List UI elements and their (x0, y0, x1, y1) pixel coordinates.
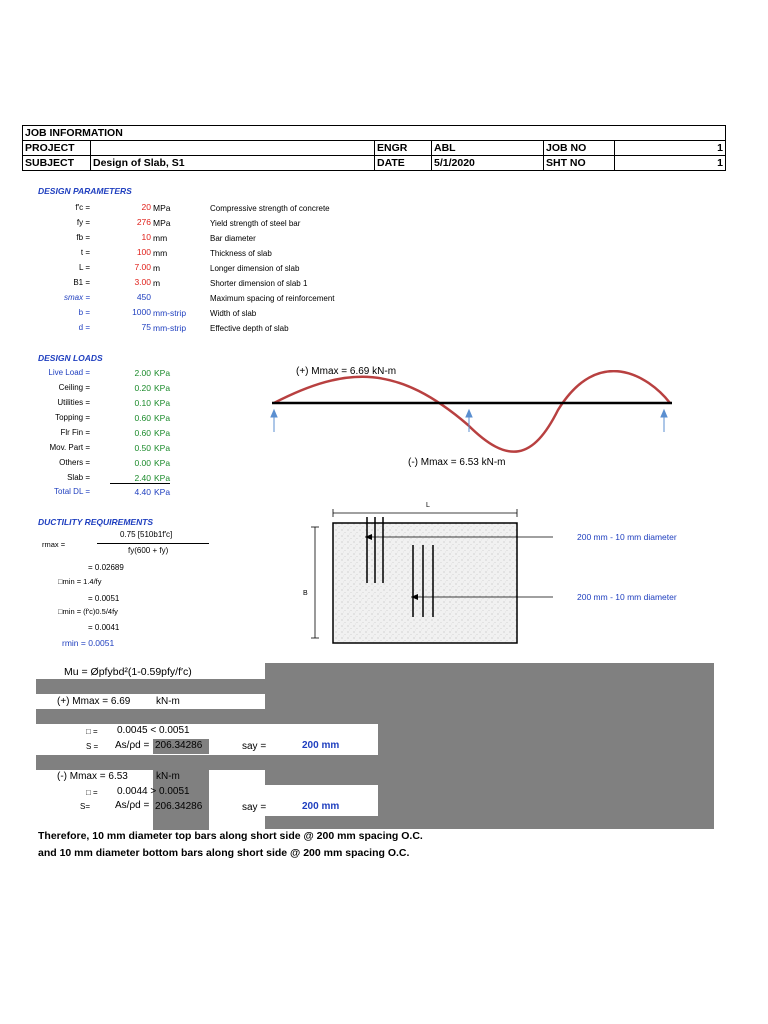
param-label: d = (78, 323, 90, 332)
load-value: 0.60 (134, 413, 151, 423)
neg-spacing-result: 200 mm (302, 801, 340, 812)
param-label: B1 = (73, 278, 90, 287)
slab-plan-diagram (305, 505, 555, 645)
dim-b-label: B (303, 590, 308, 597)
param-value: 75 (141, 322, 151, 332)
param-value: 20 (141, 202, 151, 212)
job-no-value: 1 (615, 141, 726, 156)
moment-formula: Mu = Øpfybd²(1-0.59pfy/f′c) (64, 666, 192, 678)
neg-mmax-value: (-) Mmax = 6.53 (57, 771, 128, 782)
neg-say-label: say = (242, 802, 267, 813)
load-value: 2.00 (134, 368, 151, 378)
calc-grey-strip (36, 709, 265, 724)
param-label: t = (80, 248, 90, 257)
rmax-value: = 0.02689 (88, 563, 124, 572)
param-label: fb = (76, 233, 90, 242)
date-value: 5/1/2020 (432, 156, 544, 171)
load-label: Flr Fin = (60, 428, 90, 437)
param-value: 100 (136, 247, 151, 257)
load-label: Others = (59, 458, 90, 467)
subject-label: SUBJECT (23, 156, 91, 171)
load-label: Topping = (55, 413, 90, 422)
calc-grey-strip (36, 755, 265, 770)
param-label: f′c = (75, 203, 90, 212)
load-label: Slab = (67, 473, 90, 482)
param-unit: m (153, 278, 161, 288)
rmin1-value: = 0.0051 (88, 594, 120, 603)
load-value: 0.60 (134, 428, 151, 438)
dim-l-label: L (426, 502, 430, 509)
param-desc: Longer dimension of slab (210, 264, 300, 273)
load-unit: KPa (154, 368, 171, 378)
param-unit: mm (153, 233, 168, 243)
param-unit: MPa (153, 203, 171, 213)
sht-no-value: 1 (615, 156, 726, 171)
ductility-title: DUCTILITY REQUIREMENTS (38, 517, 154, 527)
pos-as-label: As/ρd = (115, 740, 150, 751)
project-value (91, 141, 375, 156)
engr-label: ENGR (375, 141, 432, 156)
load-label: Utilities = (57, 398, 90, 407)
calc-grey-strip (36, 679, 265, 694)
pos-say-label: say = (242, 741, 267, 752)
neg-rho-check: 0.0044 > 0.0051 (117, 786, 190, 797)
rmin-final: rmin = 0.0051 (62, 638, 115, 648)
neg-as-label: As/ρd = (115, 800, 150, 811)
neg-rho-label: □ = (86, 788, 98, 797)
top-bar-note: 200 mm - 10 mm diameter (577, 532, 677, 542)
param-label: L = (78, 263, 90, 272)
load-value: 2.40 (134, 473, 151, 483)
param-desc: Shorter dimension of slab 1 (210, 279, 308, 288)
job-information-title: JOB INFORMATION (23, 126, 726, 141)
neg-s-label: S= (80, 802, 91, 811)
fraction-bar (97, 543, 209, 544)
param-label: fy = (76, 218, 90, 227)
project-label: PROJECT (23, 141, 91, 156)
param-value: 7.00 (134, 262, 151, 272)
load-label: Ceiling = (58, 383, 90, 392)
subject-value: Design of Slab, S1 (91, 156, 375, 171)
rmax-label: rmax = (42, 540, 66, 549)
sht-no-label: SHT NO (544, 156, 615, 171)
param-label: b = (78, 308, 90, 317)
load-unit: KPa (154, 413, 171, 423)
bottom-bar-note: 200 mm - 10 mm diameter (577, 592, 677, 602)
rmin1-label: □min = 1.4/fy (58, 577, 102, 586)
conclusion-line-2: and 10 mm diameter bottom bars along short side @ 200 mm spacing O.C. (38, 847, 410, 859)
pos-spacing-result: 200 mm (302, 740, 340, 751)
param-value: 3.00 (134, 277, 151, 287)
job-no-label: JOB NO (544, 141, 615, 156)
load-unit: KPa (154, 473, 171, 483)
param-value: 1000 (132, 307, 151, 317)
sum-divider (110, 483, 170, 484)
load-unit: KPa (154, 487, 171, 497)
load-unit: KPa (154, 428, 171, 438)
rmin2-label: □min = (f′c)0.5/4fy (58, 607, 118, 616)
load-value: 4.40 (134, 487, 151, 497)
param-desc: Yield strength of steel bar (210, 219, 301, 228)
pos-s-label: S = (86, 742, 99, 751)
param-unit: MPa (153, 218, 171, 228)
moment-diagram (268, 370, 680, 460)
load-value: 0.00 (134, 458, 151, 468)
design-loads-title: DESIGN LOADS (38, 353, 103, 363)
load-label: Live Load = (48, 368, 90, 377)
param-value: 450 (136, 292, 151, 302)
param-unit: m (153, 263, 161, 273)
param-desc: Bar diameter (210, 234, 256, 243)
load-label: Total DL = (54, 487, 90, 496)
moment-curve (274, 371, 670, 452)
load-value: 0.10 (134, 398, 151, 408)
load-value: 0.50 (134, 443, 151, 453)
neg-as-value: 206.34286 (155, 801, 203, 812)
load-label: Mov. Part = (49, 443, 90, 452)
load-unit: KPa (154, 398, 171, 408)
slab-outline (333, 523, 517, 643)
white-cell (210, 694, 265, 709)
pos-mmax-value: (+) Mmax = 6.69 (57, 696, 131, 707)
param-value: 10 (141, 232, 151, 242)
param-unit: mm-strip (153, 308, 187, 318)
rmax-numerator: 0.75 [510b1f′c] (120, 530, 173, 539)
load-unit: KPa (154, 458, 171, 468)
load-unit: KPa (154, 383, 171, 393)
param-unit: mm-strip (153, 323, 187, 333)
date-label: DATE (375, 156, 432, 171)
pos-mmax-unit: kN-m (156, 696, 180, 707)
param-desc: Maximum spacing of reinforcement (210, 294, 335, 303)
param-value: 276 (136, 217, 151, 227)
param-label: smax = (63, 293, 90, 302)
pos-rho-check: 0.0045 < 0.0051 (117, 725, 190, 736)
engr-value: ABL (432, 141, 544, 156)
neg-mmax-unit: kN-m (156, 771, 180, 782)
load-unit: KPa (154, 443, 171, 453)
pos-rho-label: □ = (86, 727, 98, 736)
param-desc: Width of slab (210, 309, 257, 318)
load-value: 0.20 (134, 383, 151, 393)
job-info-table (22, 125, 726, 171)
rmax-denominator: fy(600 + fy) (128, 546, 169, 555)
param-desc: Effective depth of slab (210, 324, 289, 333)
rmin2-value: = 0.0041 (88, 623, 120, 632)
design-parameters-title: DESIGN PARAMETERS (38, 186, 132, 196)
pos-as-value: 206.34286 (155, 740, 203, 751)
conclusion-line-1: Therefore, 10 mm diameter top bars along short side @ 200 mm spacing O.C. (38, 830, 423, 842)
white-cell (209, 785, 378, 816)
neg-moment-label: (-) Mmax = 6.53 kN-m (408, 457, 506, 468)
param-desc: Compressive strength of concrete (210, 204, 330, 213)
param-desc: Thickness of slab (210, 249, 272, 258)
pos-moment-label: (+) Mmax = 6.69 kN-m (296, 366, 397, 377)
support-arrows (271, 410, 667, 432)
param-unit: mm (153, 248, 168, 258)
